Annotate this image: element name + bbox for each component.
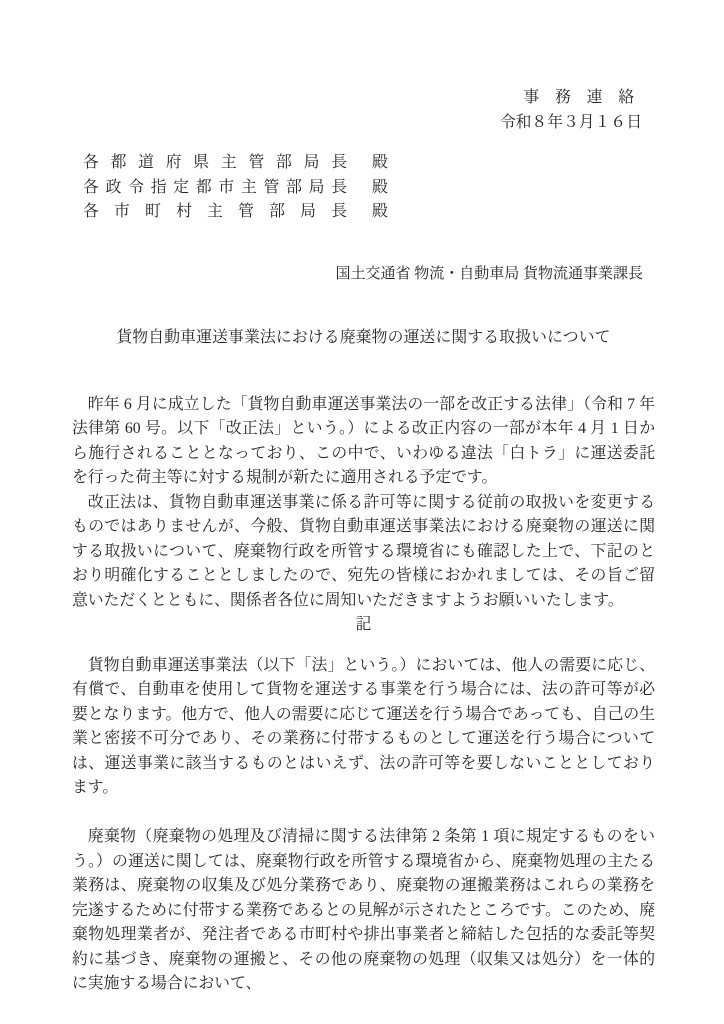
recipient-name: 各政令指定都市主管部局長 [83,178,347,196]
recipient-honorific: 殿 [372,203,388,220]
intro-paragraph-2: 改正法は、貨物自動車運送事業に係る許可等に関する従前の取扱いを変更するものではありませんが、今般、貨物自動車運送事業法における廃棄物の運送に関する取扱いについて、廃棄物行政を所管する環境省にも確認した上で、下記のとおり明確化することとしましたので、宛先の皆様におかれましては、その旨ご留意いただくとともに、関係者各位に周知いただきますようお願いいたします。 [72,493,655,609]
sender-line: 国土交通省 物流・自動車局 貨物流通事業課長 [335,265,643,282]
recipient-honorific: 殿 [372,178,388,196]
recipient-honorific: 殿 [372,154,388,171]
recipient-name: 各都道府県主管部局長 [83,154,347,171]
doc-date: 令和８年３月１６日 [499,113,642,131]
recipient-name: 各市町村主管部局長 [83,203,347,220]
recipient-line [83,176,655,201]
doc-type-label: 事 務 連 絡 [523,89,634,106]
recipient-line [83,151,655,176]
intro-paragraph-1: 昨年 6 月に成立した「貨物自動車運送事業法の一部を改正する法律」（令和 7 年法律第 60 号。以下「改正法」という。）による改正内容の一部が本年 4 月 1 日から施行されることとなっており、この中で、いわゆる違法「白トラ」に運送委託を行った荷主等に対する規制が新たに適用される予定です。 [72,395,655,486]
section-marker-ki: 記 [355,616,372,633]
document-header [72,86,655,135]
intro-section [72,393,655,614]
main-section [72,654,655,997]
recipient-list [72,151,655,225]
body-paragraph-2: 廃棄物（廃棄物の処理及び清掃に関する法律第 2 条第 1 項に規定するものをいう。）の運送に関しては、廃棄物行政を所管する環境省から、廃棄物処理の主たる業務は、廃棄物の収集及び処分業務であり、廃棄物の運搬業務はこれらの業務を完遂するために付帯する業務であるとの見解が示されたところです。このため、廃棄物処理業者が、発注者である市町村や排出事業者と締結した包括的な委託等契約に基づき、廃棄物の運搬と、その他の廃棄物の処理（収集又は処分）を一体的に実施する場合において、 [72,828,655,992]
document-title: 貨物自動車運送事業法における廃棄物の運送に関する取扱いについて [116,329,611,346]
recipient-line [83,200,655,225]
body-paragraph-1: 貨物自動車運送事業法（以下「法」という。）においては、他人の需要に応じ、有償で、自動車を使用して貨物を運送する事業を行う場合には、法の許可等が必要となります。他方で、他人の需要に応じて運送を行う場合であっても、自己の生業と密接不可分であり、その業務に付帯するものとして運送を行う場合については、運送事業に該当するものとはいえず、法の許可等を要しないこととしております。 [72,656,655,796]
